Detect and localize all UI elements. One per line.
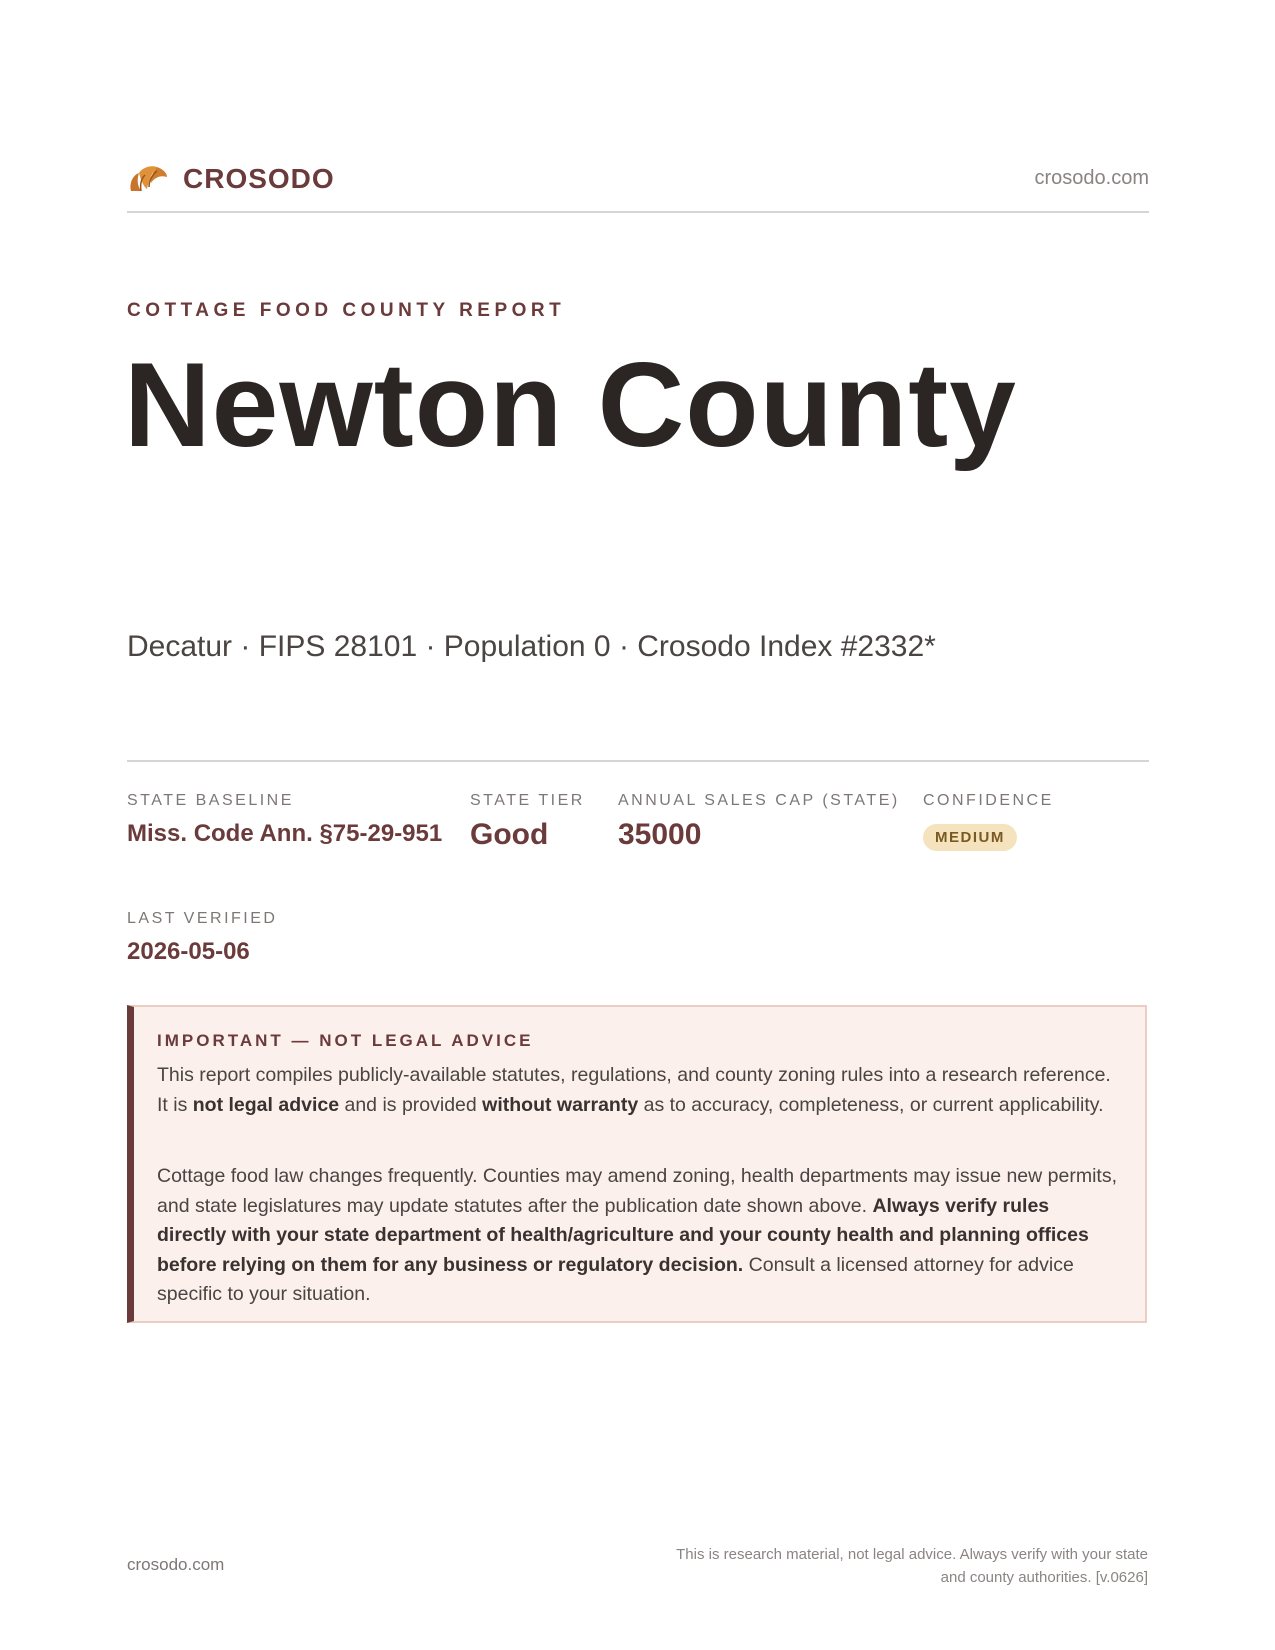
stat-label: CONFIDENCE <box>923 792 1054 809</box>
page-title: Newton County <box>124 338 1017 472</box>
notice-text: and is provided <box>339 1093 483 1116</box>
footer-disclaimer-line: and county authorities. [v.0626] <box>940 1569 1148 1586</box>
notice-text: This report compiles publicly-available statutes, regulations, and county zoning rules into a research reference. It is <box>157 1064 1111 1116</box>
notice-paragraph <box>157 1061 1117 1120</box>
stat-value: 2026-05-06 <box>127 938 250 965</box>
footer-disclaimer <box>628 1543 1148 1589</box>
divider <box>127 760 1149 762</box>
legal-notice-box <box>127 1005 1147 1323</box>
report-eyebrow: COTTAGE FOOD COUNTY REPORT <box>127 300 566 321</box>
header-url-link[interactable]: crosodo.com <box>1034 167 1149 189</box>
stat-sales-cap <box>618 792 900 852</box>
stat-value: Miss. Code Ann. §75-29-951 <box>127 820 443 847</box>
stat-label: ANNUAL SALES CAP (STATE) <box>618 792 900 809</box>
notice-paragraph <box>157 1162 1117 1310</box>
brand-name: CROSODO <box>183 163 335 194</box>
notice-text: Cottage food law changes frequently. Counties may amend zoning, health departments may issue new permits, and state legislatures may update statutes after the publication date shown above. <box>157 1165 1117 1217</box>
stat-value: Good <box>470 818 549 851</box>
croissant-icon <box>127 161 169 197</box>
stat-label: STATE TIER <box>470 792 585 809</box>
stat-label: LAST VERIFIED <box>127 910 278 927</box>
notice-emphasis: Always verify rules directly with your state department of health/agriculture and your county health and planning offices before relying on them for any business or regulatory decision. <box>157 1194 1089 1276</box>
notice-emphasis: without warranty <box>482 1093 639 1116</box>
notice-title: IMPORTANT — NOT LEGAL ADVICE <box>157 1031 534 1050</box>
notice-text: as to accuracy, completeness, or current applicability. <box>638 1093 1104 1116</box>
stat-confidence <box>923 792 1054 851</box>
stat-state-tier <box>470 792 585 852</box>
notice-emphasis: not legal advice <box>192 1093 340 1116</box>
footer-url-link[interactable]: crosodo.com <box>127 1555 225 1574</box>
confidence-badge: MEDIUM <box>923 824 1017 851</box>
brand-logo[interactable] <box>127 161 335 197</box>
notice-text: Consult a licensed attorney for advice specific to your situation. <box>157 1253 1074 1305</box>
stat-label: STATE BASELINE <box>127 792 294 809</box>
report-subtitle: Decatur · FIPS 28101 · Population 0 · Crosodo Index #2332* <box>127 630 936 663</box>
page-header <box>127 155 1149 213</box>
stat-state-baseline <box>127 792 442 848</box>
footer-disclaimer-line: This is research material, not legal advice. Always verify with your state <box>676 1546 1148 1563</box>
stat-value: 35000 <box>618 818 702 851</box>
stat-last-verified <box>127 910 277 966</box>
